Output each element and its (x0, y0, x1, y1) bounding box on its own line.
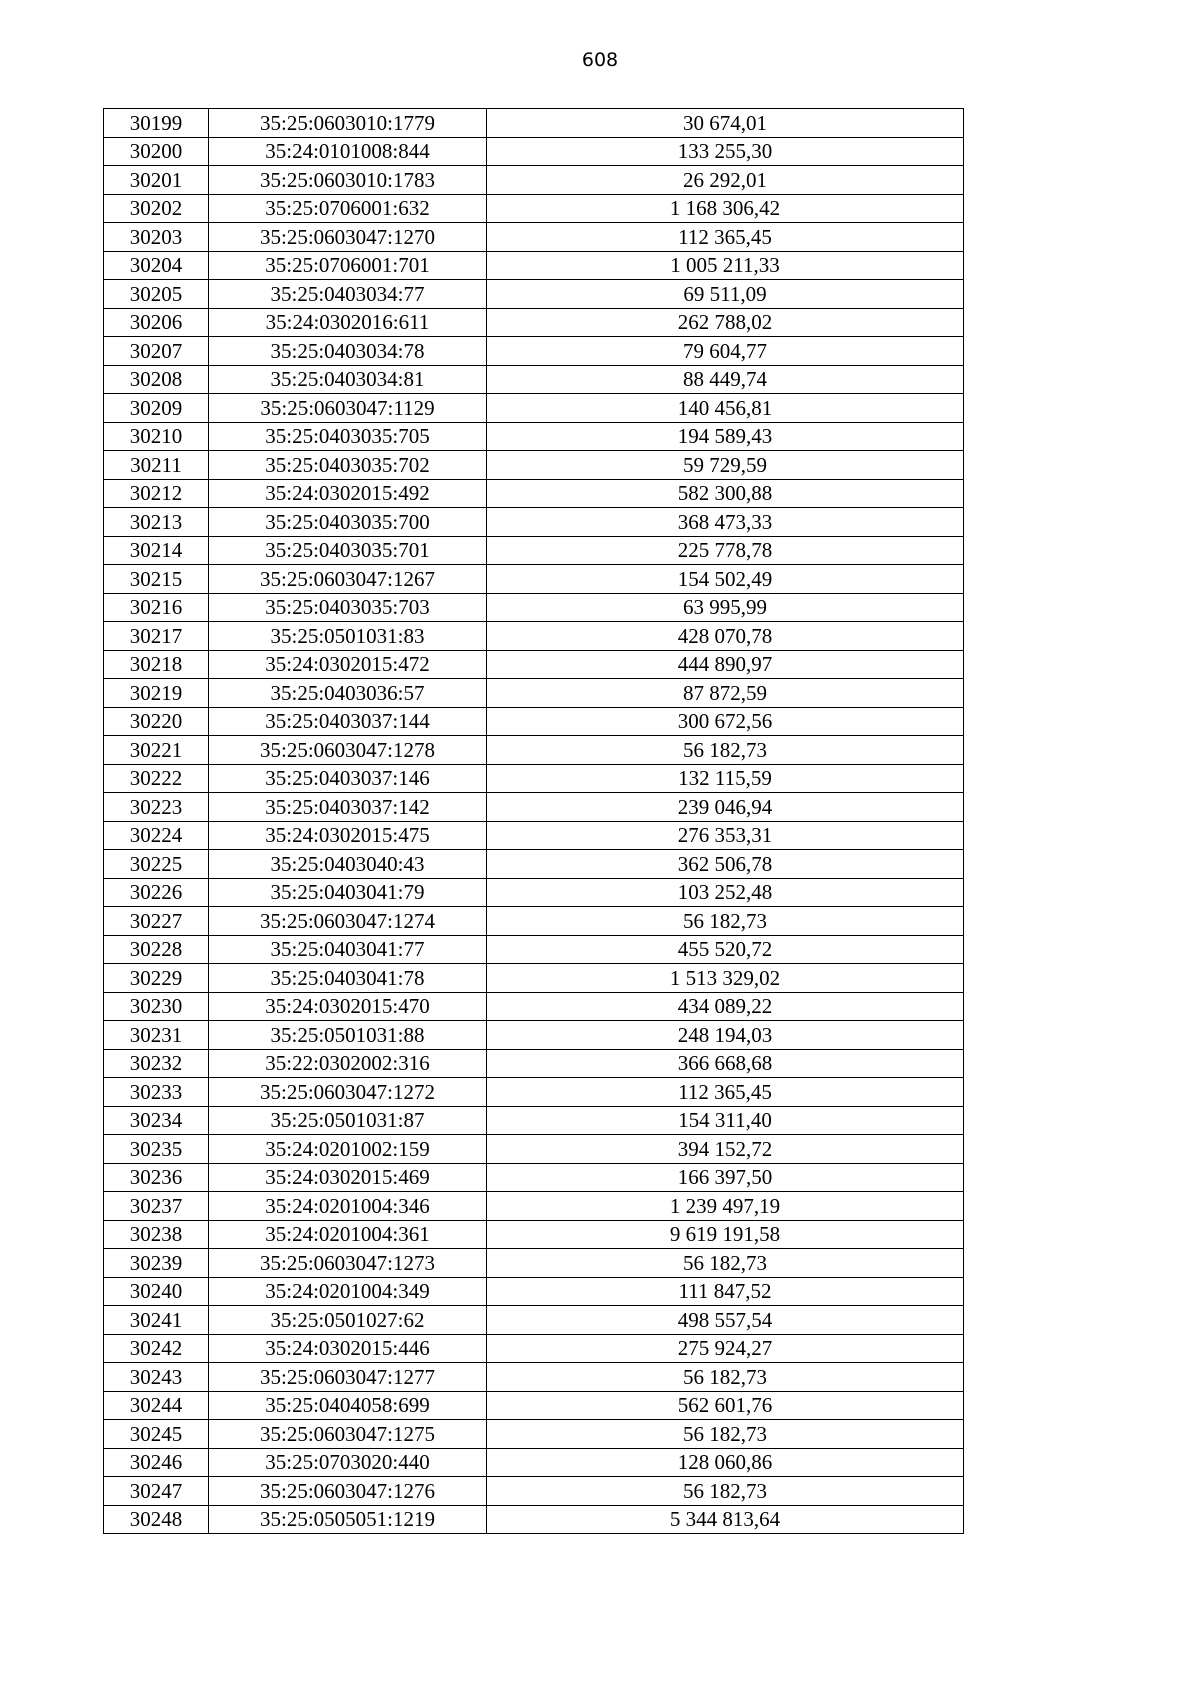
table-row (104, 1192, 964, 1221)
table-row (104, 679, 964, 708)
table-row (104, 166, 964, 195)
cadastral-number-cell: 35:24:0302015:469 (209, 1163, 487, 1192)
row-number-cell: 30226 (104, 878, 209, 907)
cadastral-number-cell: 35:25:0603047:1129 (209, 394, 487, 423)
row-number-cell: 30219 (104, 679, 209, 708)
cadastral-value-cell: 434 089,22 (487, 992, 964, 1021)
row-number-cell: 30242 (104, 1334, 209, 1363)
row-number-cell: 30214 (104, 536, 209, 565)
row-number-cell: 30231 (104, 1021, 209, 1050)
cadastral-value-cell: 26 292,01 (487, 166, 964, 195)
table-row (104, 593, 964, 622)
table-row (104, 1363, 964, 1392)
cadastral-number-cell: 35:24:0302015:475 (209, 821, 487, 850)
row-number-cell: 30211 (104, 451, 209, 480)
table-row (104, 109, 964, 138)
cadastral-value-cell: 498 557,54 (487, 1306, 964, 1335)
cadastral-number-cell: 35:25:0603047:1274 (209, 907, 487, 936)
cadastral-number-cell: 35:24:0201004:346 (209, 1192, 487, 1221)
cadastral-value-cell: 366 668,68 (487, 1049, 964, 1078)
row-number-cell: 30248 (104, 1505, 209, 1534)
table-row (104, 1106, 964, 1135)
table-row (104, 1021, 964, 1050)
table-row (104, 935, 964, 964)
row-number-cell: 30230 (104, 992, 209, 1021)
cadastral-number-cell: 35:25:0403037:146 (209, 764, 487, 793)
cadastral-number-cell: 35:22:0302002:316 (209, 1049, 487, 1078)
table-body (104, 109, 964, 1534)
cadastral-value-cell: 128 060,86 (487, 1448, 964, 1477)
row-number-cell: 30245 (104, 1420, 209, 1449)
cadastral-number-cell: 35:25:0403034:81 (209, 365, 487, 394)
cadastral-value-cell: 111 847,52 (487, 1277, 964, 1306)
table-row (104, 1477, 964, 1506)
cadastral-value-cell: 69 511,09 (487, 280, 964, 309)
cadastral-value-cell: 562 601,76 (487, 1391, 964, 1420)
cadastral-number-cell: 35:25:0403035:703 (209, 593, 487, 622)
cadastral-value-cell: 59 729,59 (487, 451, 964, 480)
table-row (104, 622, 964, 651)
cadastral-number-cell: 35:25:0706001:701 (209, 251, 487, 280)
cadastral-value-cell: 56 182,73 (487, 1363, 964, 1392)
table-row (104, 280, 964, 309)
cadastral-number-cell: 35:25:0501027:62 (209, 1306, 487, 1335)
cadastral-value-cell: 63 995,99 (487, 593, 964, 622)
cadastral-number-cell: 35:25:0403034:78 (209, 337, 487, 366)
cadastral-value-cell: 154 311,40 (487, 1106, 964, 1135)
cadastral-number-cell: 35:25:0403036:57 (209, 679, 487, 708)
cadastral-value-cell: 112 365,45 (487, 223, 964, 252)
table-row (104, 1078, 964, 1107)
table-row (104, 1505, 964, 1534)
row-number-cell: 30228 (104, 935, 209, 964)
cadastral-value-cell: 88 449,74 (487, 365, 964, 394)
row-number-cell: 30215 (104, 565, 209, 594)
table-row (104, 1306, 964, 1335)
table-row (104, 365, 964, 394)
table-row (104, 821, 964, 850)
table-row (104, 764, 964, 793)
cadastral-value-cell: 56 182,73 (487, 1249, 964, 1278)
row-number-cell: 30232 (104, 1049, 209, 1078)
table-row (104, 337, 964, 366)
row-number-cell: 30207 (104, 337, 209, 366)
row-number-cell: 30243 (104, 1363, 209, 1392)
cadastral-value-cell: 154 502,49 (487, 565, 964, 594)
row-number-cell: 30229 (104, 964, 209, 993)
table-row (104, 479, 964, 508)
cadastral-value-cell: 5 344 813,64 (487, 1505, 964, 1534)
cadastral-number-cell: 35:24:0201002:159 (209, 1135, 487, 1164)
cadastral-number-cell: 35:25:0403041:79 (209, 878, 487, 907)
table-row (104, 707, 964, 736)
cadastral-value-cell: 239 046,94 (487, 793, 964, 822)
cadastral-number-cell: 35:24:0101008:844 (209, 137, 487, 166)
cadastral-value-cell: 1 168 306,42 (487, 194, 964, 223)
table-row (104, 1420, 964, 1449)
row-number-cell: 30203 (104, 223, 209, 252)
cadastral-number-cell: 35:25:0603047:1272 (209, 1078, 487, 1107)
cadastral-value-cell: 30 674,01 (487, 109, 964, 138)
cadastral-number-cell: 35:24:0302015:472 (209, 650, 487, 679)
row-number-cell: 30221 (104, 736, 209, 765)
cadastral-number-cell: 35:25:0505051:1219 (209, 1505, 487, 1534)
cadastral-value-cell: 225 778,78 (487, 536, 964, 565)
cadastral-number-cell: 35:25:0403037:142 (209, 793, 487, 822)
row-number-cell: 30216 (104, 593, 209, 622)
row-number-cell: 30238 (104, 1220, 209, 1249)
row-number-cell: 30199 (104, 109, 209, 138)
table-row (104, 137, 964, 166)
cadastral-number-cell: 35:25:0501031:83 (209, 622, 487, 651)
row-number-cell: 30244 (104, 1391, 209, 1420)
cadastral-value-cell: 1 005 211,33 (487, 251, 964, 280)
table-row (104, 1249, 964, 1278)
row-number-cell: 30201 (104, 166, 209, 195)
cadastral-value-cell: 262 788,02 (487, 308, 964, 337)
cadastral-value-cell: 56 182,73 (487, 907, 964, 936)
row-number-cell: 30236 (104, 1163, 209, 1192)
row-number-cell: 30233 (104, 1078, 209, 1107)
cadastral-value-cell: 103 252,48 (487, 878, 964, 907)
table-row (104, 850, 964, 879)
cadastral-number-cell: 35:25:0501031:87 (209, 1106, 487, 1135)
cadastral-value-cell: 362 506,78 (487, 850, 964, 879)
table-row (104, 736, 964, 765)
cadastral-number-cell: 35:25:0603010:1783 (209, 166, 487, 195)
cadastral-number-cell: 35:25:0403035:701 (209, 536, 487, 565)
row-number-cell: 30204 (104, 251, 209, 280)
cadastral-number-cell: 35:25:0403037:144 (209, 707, 487, 736)
row-number-cell: 30224 (104, 821, 209, 850)
table-row (104, 1049, 964, 1078)
cadastral-number-cell: 35:25:0403041:77 (209, 935, 487, 964)
row-number-cell: 30217 (104, 622, 209, 651)
cadastral-number-cell: 35:25:0404058:699 (209, 1391, 487, 1420)
row-number-cell: 30209 (104, 394, 209, 423)
row-number-cell: 30234 (104, 1106, 209, 1135)
row-number-cell: 30218 (104, 650, 209, 679)
cadastral-value-cell: 275 924,27 (487, 1334, 964, 1363)
row-number-cell: 30239 (104, 1249, 209, 1278)
table-row (104, 907, 964, 936)
row-number-cell: 30206 (104, 308, 209, 337)
table-row (104, 536, 964, 565)
table-row (104, 394, 964, 423)
cadastral-value-cell: 1 239 497,19 (487, 1192, 964, 1221)
row-number-cell: 30223 (104, 793, 209, 822)
table-row (104, 1135, 964, 1164)
table-row (104, 194, 964, 223)
cadastral-value-cell: 56 182,73 (487, 1477, 964, 1506)
cadastral-number-cell: 35:25:0403040:43 (209, 850, 487, 879)
cadastral-number-cell: 35:24:0201004:361 (209, 1220, 487, 1249)
cadastral-number-cell: 35:25:0603047:1270 (209, 223, 487, 252)
row-number-cell: 30241 (104, 1306, 209, 1335)
cadastral-number-cell: 35:25:0603047:1276 (209, 1477, 487, 1506)
row-number-cell: 30202 (104, 194, 209, 223)
table-row (104, 251, 964, 280)
cadastral-value-cell: 248 194,03 (487, 1021, 964, 1050)
cadastral-number-cell: 35:25:0603047:1273 (209, 1249, 487, 1278)
row-number-cell: 30208 (104, 365, 209, 394)
cadastral-value-cell: 140 456,81 (487, 394, 964, 423)
table-row (104, 1334, 964, 1363)
cadastral-number-cell: 35:24:0302015:492 (209, 479, 487, 508)
cadastral-number-cell: 35:25:0403035:702 (209, 451, 487, 480)
table-row (104, 992, 964, 1021)
table-row (104, 793, 964, 822)
table-row (104, 1391, 964, 1420)
table-row (104, 650, 964, 679)
cadastral-value-cell: 56 182,73 (487, 1420, 964, 1449)
table-row (104, 451, 964, 480)
cadastral-number-cell: 35:25:0403034:77 (209, 280, 487, 309)
cadastral-value-cell: 166 397,50 (487, 1163, 964, 1192)
cadastral-number-cell: 35:24:0302016:611 (209, 308, 487, 337)
cadastral-value-cell: 1 513 329,02 (487, 964, 964, 993)
cadastral-number-cell: 35:25:0403035:705 (209, 422, 487, 451)
cadastral-value-cell: 276 353,31 (487, 821, 964, 850)
cadastral-value-cell: 132 115,59 (487, 764, 964, 793)
cadastral-value-cell: 9 619 191,58 (487, 1220, 964, 1249)
cadastral-number-cell: 35:25:0603047:1267 (209, 565, 487, 594)
row-number-cell: 30237 (104, 1192, 209, 1221)
cadastral-number-cell: 35:25:0501031:88 (209, 1021, 487, 1050)
cadastral-number-cell: 35:24:0302015:470 (209, 992, 487, 1021)
cadastral-value-cell: 455 520,72 (487, 935, 964, 964)
row-number-cell: 30212 (104, 479, 209, 508)
cadastral-value-cell: 428 070,78 (487, 622, 964, 651)
cadastral-value-cell: 300 672,56 (487, 707, 964, 736)
cadastral-number-cell: 35:25:0603047:1275 (209, 1420, 487, 1449)
row-number-cell: 30210 (104, 422, 209, 451)
cadastral-value-cell: 79 604,77 (487, 337, 964, 366)
row-number-cell: 30225 (104, 850, 209, 879)
cadastral-number-cell: 35:24:0302015:446 (209, 1334, 487, 1363)
cadastral-number-cell: 35:25:0403041:78 (209, 964, 487, 993)
table-row (104, 1220, 964, 1249)
cadastral-number-cell: 35:25:0403035:700 (209, 508, 487, 537)
cadastral-number-cell: 35:25:0703020:440 (209, 1448, 487, 1477)
cadastral-number-cell: 35:24:0201004:349 (209, 1277, 487, 1306)
row-number-cell: 30220 (104, 707, 209, 736)
cadastral-value-cell: 394 152,72 (487, 1135, 964, 1164)
table-row (104, 422, 964, 451)
cadastral-number-cell: 35:25:0706001:632 (209, 194, 487, 223)
row-number-cell: 30235 (104, 1135, 209, 1164)
cadastral-number-cell: 35:25:0603010:1779 (209, 109, 487, 138)
table-row (104, 878, 964, 907)
row-number-cell: 30222 (104, 764, 209, 793)
cadastral-value-cell: 368 473,33 (487, 508, 964, 537)
row-number-cell: 30247 (104, 1477, 209, 1506)
table-row (104, 223, 964, 252)
table-row (104, 1448, 964, 1477)
cadastral-value-cell: 133 255,30 (487, 137, 964, 166)
table-row (104, 1163, 964, 1192)
page-number: 608 (581, 49, 619, 71)
cadastral-value-cell: 582 300,88 (487, 479, 964, 508)
cadastral-value-cell: 194 589,43 (487, 422, 964, 451)
cadastral-number-cell: 35:25:0603047:1277 (209, 1363, 487, 1392)
cadastral-value-cell: 56 182,73 (487, 736, 964, 765)
cadastral-value-cell: 112 365,45 (487, 1078, 964, 1107)
cadastral-value-cell: 444 890,97 (487, 650, 964, 679)
cadastral-value-cell: 87 872,59 (487, 679, 964, 708)
cadastral-number-cell: 35:25:0603047:1278 (209, 736, 487, 765)
cadastral-value-table (103, 108, 964, 1534)
table-row (104, 565, 964, 594)
table-row (104, 964, 964, 993)
row-number-cell: 30240 (104, 1277, 209, 1306)
table-row (104, 1277, 964, 1306)
table-row (104, 508, 964, 537)
row-number-cell: 30213 (104, 508, 209, 537)
table-row (104, 308, 964, 337)
row-number-cell: 30205 (104, 280, 209, 309)
row-number-cell: 30246 (104, 1448, 209, 1477)
row-number-cell: 30200 (104, 137, 209, 166)
row-number-cell: 30227 (104, 907, 209, 936)
